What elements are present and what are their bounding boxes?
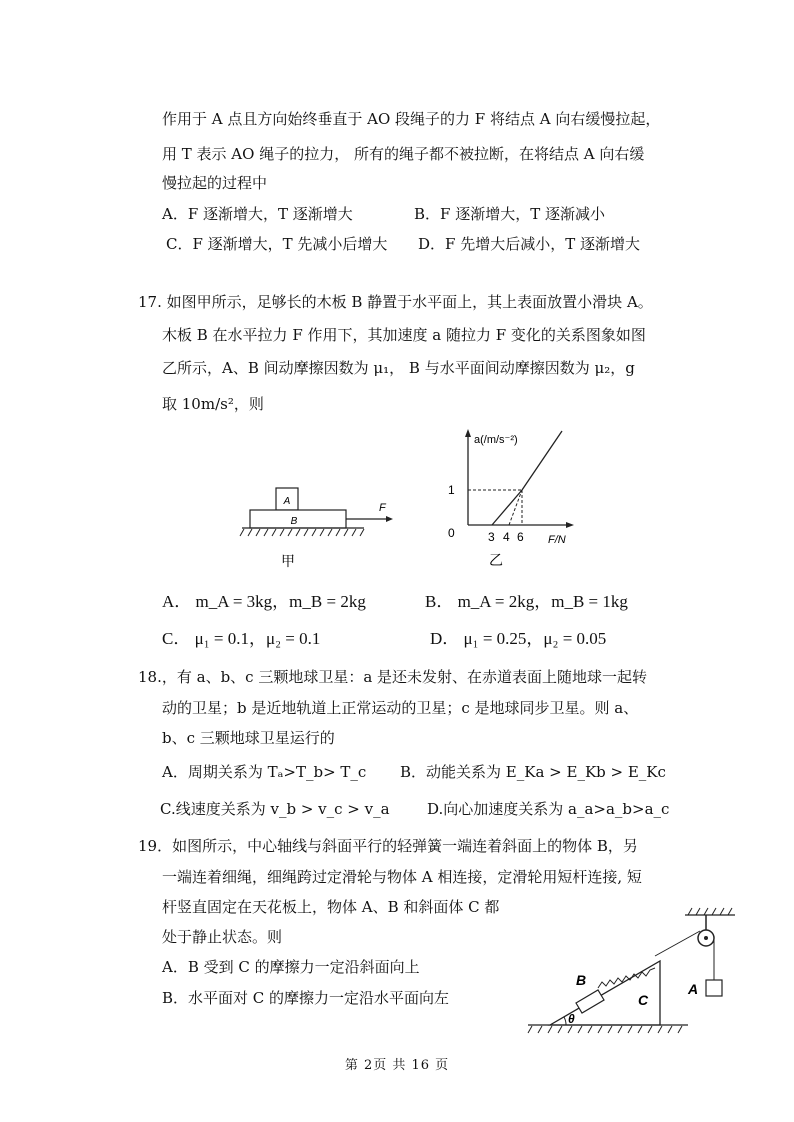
q17-option-a: A． m_A = 3kg，m_B = 2kg <box>162 592 366 611</box>
x-tick-3: 3 <box>488 530 495 544</box>
page-footer: 第 2页 共 16 页 <box>344 1058 450 1073</box>
incline-label: C <box>638 992 649 1008</box>
force-arrow-head <box>386 516 393 522</box>
q18-option-b: B．动能关系为 E_Ka > E_Kb > E_Kc <box>400 763 666 781</box>
q16-option-b: B．F 逐渐增大，T 逐渐减小 <box>414 205 605 223</box>
q19-line-3: 杆竖直固定在天花板上，物体 A、B 和斜面体 C 都 <box>162 898 500 916</box>
q19-line-4: 处于静止状态。则 <box>162 928 283 946</box>
block-b-label: B <box>290 516 298 527</box>
block-a-label: A <box>688 981 699 997</box>
q16-line-3: 慢拉起的过程中 <box>162 174 268 192</box>
q18-option-a: A．周期关系为 Tₐ>T_b> T_c <box>162 763 367 781</box>
q19-option-a: A．B 受到 C 的摩擦力一定沿斜面向上 <box>162 958 420 976</box>
q17-option-c: C． μ₁ = 0.1，μ₂ = 0.1 <box>162 629 321 648</box>
q17-line-4: 取 10m/s²，则 <box>162 395 264 413</box>
q17-line-3: 乙所示，A、B 间动摩擦因数为 μ₁， B 与水平面间动摩擦因数为 μ₂，g <box>162 359 635 377</box>
q16-option-a: A．F 逐渐增大，T 逐渐增大 <box>162 205 353 223</box>
q19-line-1: 19．如图所示，中心轴线与斜面平行的轻弹簧一端连着斜面上的物体 B，另 <box>138 837 638 855</box>
figure-jia-caption: 甲 <box>281 553 295 569</box>
q17-option-d: D． μ₁ = 0.25，μ₂ = 0.05 <box>430 629 607 648</box>
figure-jia <box>236 478 416 573</box>
q17-line-1: 17. 如图甲所示，足够长的木板 B 静置于水平面上，其上表面放置小滑块 A。 <box>138 293 653 311</box>
y-axis-arrow <box>465 429 471 437</box>
figure-yi-caption: 乙 <box>489 552 503 568</box>
origin-label: 0 <box>448 526 455 540</box>
x-axis-arrow <box>566 522 574 528</box>
q18-line-3: b、c 三颗地球卫星运行的 <box>162 729 335 747</box>
q16-option-d: D．F 先增大后减小，T 逐渐增大 <box>418 235 640 253</box>
y-axis-label: a(/m/s⁻²) <box>474 434 518 446</box>
q18-line-1: 18.，有 a、b、c 三颗地球卫星：a 是还未发射、在赤道表面上随地球一起转 <box>138 668 648 686</box>
rope-to-spring <box>655 931 700 956</box>
figure-incline <box>520 905 740 1035</box>
q19-option-b: B．水平面对 C 的摩擦力一定沿水平面向左 <box>162 989 450 1007</box>
q17-option-b: B． m_A = 2kg，m_B = 1kg <box>425 592 628 611</box>
x-tick-4: 4 <box>503 530 510 544</box>
q16-line-2: 用 T 表示 AO 绳子的拉力， 所有的绳子都不被拉断，在将结点 A 向右缓 <box>162 145 645 163</box>
q17-line-2: 木板 B 在水平拉力 F 作用下，其加速度 a 随拉力 F 变化的关系图象如图 <box>162 326 646 344</box>
angle-label: θ <box>568 1012 575 1026</box>
x-axis-label: F/N <box>548 534 566 546</box>
q19-line-2: 一端连着细绳，细绳跨过定滑轮与物体 A 相连接，定滑轮用短杆连接, 短 <box>162 868 642 886</box>
q16-option-c: C．F 逐渐增大，T 先减小后增大 <box>166 235 388 253</box>
x-tick-6: 6 <box>517 530 524 544</box>
block-b <box>250 510 346 528</box>
block-a-label: A <box>283 496 291 507</box>
q18-line-2: 动的卫星；b 是近地轨道上正常运动的卫星；c 是地球同步卫星。则 a、 <box>162 699 639 717</box>
ground-hatching <box>528 1026 682 1033</box>
figure-yi <box>438 423 588 573</box>
force-label: F <box>379 502 386 514</box>
pulley-axle <box>704 936 708 940</box>
q18-option-c: C.线速度关系为 v_b > v_c > v_a <box>160 800 390 818</box>
block-a <box>706 980 722 996</box>
graph-line-low <box>492 490 522 525</box>
graph-line-high <box>522 431 562 490</box>
q16-line-1: 作用于 A 点且方向始终垂直于 AO 段绳子的力 F 将结点 A 向右缓慢拉起， <box>162 110 661 128</box>
dashed-extension <box>509 490 522 525</box>
block-b-label: B <box>576 972 587 988</box>
q18-option-d: D.向心加速度关系为 a_a>a_b>a_c <box>427 800 670 818</box>
ground-hatching <box>240 529 364 536</box>
y-tick-label: 1 <box>448 483 455 497</box>
ceiling-hatching <box>688 908 732 915</box>
